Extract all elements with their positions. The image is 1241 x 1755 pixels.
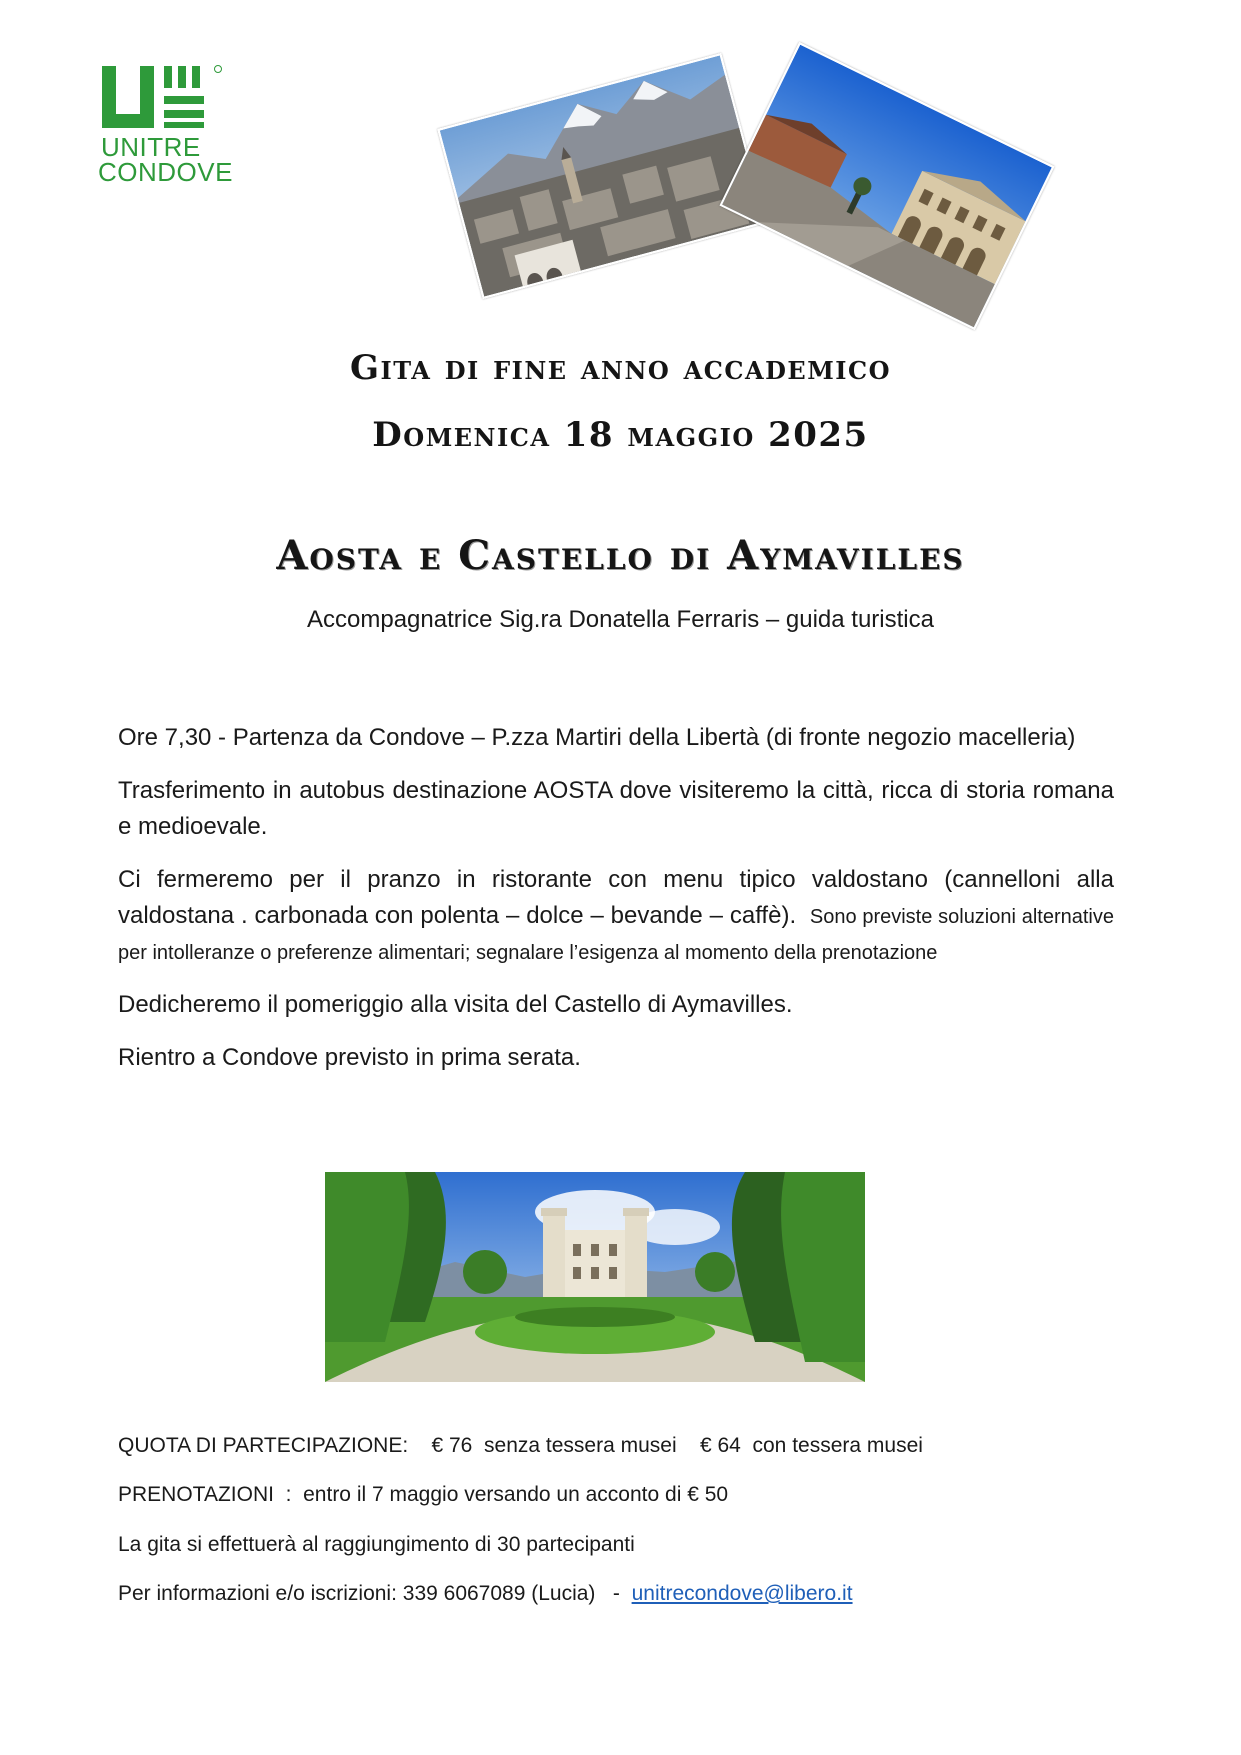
program-transfer: Trasferimento in autobus destinazione AOSTA dove visiteremo la città, ricca di storia romana e medioevale.	[118, 777, 1114, 840]
unitre-logo	[98, 60, 238, 185]
program-lunch-note: Sono previste soluzioni alternative per intolleranze o preferenze alimentari; segnalare l’esigenza al momento della prenotazione	[118, 906, 1114, 964]
tour-guide-line: Accompagnatrice Sig.ra Donatella Ferraris – guida turistica	[307, 606, 934, 633]
program-lunch	[118, 862, 1114, 970]
program-return: Rientro a Condove previsto in prima serata.	[118, 1044, 581, 1071]
trip-destination: Aosta e Castello di Aymavilles	[276, 532, 965, 579]
booking-deadline: PRENOTAZIONI : entro il 7 maggio versando un acconto di € 50	[118, 1483, 729, 1506]
trip-date: Domenica 18 maggio 2025	[372, 415, 869, 455]
contact-email-link[interactable]: unitrecondove@libero.it	[631, 1582, 853, 1605]
trip-heading: Gita di fine anno accademico	[349, 348, 892, 388]
contact-info	[118, 1580, 1118, 1608]
minimum-participants: La gita si effettuerà al raggiungimento di 30 partecipanti	[118, 1533, 635, 1556]
program-lunch-main: Ci fermeremo per il pranzo in ristorante con menu tipico valdostano (cannelloni alla valdostana . carbonada con polenta – dolce – bevande – caffè).	[118, 866, 1114, 929]
aosta-town-mountains-photo	[437, 53, 767, 299]
unitre-logo-icon	[102, 64, 230, 134]
logo-line-condove: CONDOVE	[98, 157, 233, 187]
aosta-square-photo	[719, 42, 1054, 330]
aymavilles-castle-photo	[325, 1172, 865, 1382]
logo-line-unitre: UNITRE	[101, 132, 201, 162]
trip-program	[118, 720, 1114, 1093]
participation-fee: QUOTA DI PARTECIPAZIONE: € 76 senza tessera musei € 64 con tessera musei	[118, 1434, 923, 1457]
program-departure: Ore 7,30 - Partenza da Condove – P.zza Martiri della Libertà (di fronte negozio macelleria)	[118, 724, 1076, 751]
program-afternoon: Dedicheremo il pomeriggio alla visita del Castello di Aymavilles.	[118, 991, 793, 1018]
contact-phone: Per informazioni e/o iscrizioni: 339 6067089 (Lucia) -	[118, 1582, 632, 1605]
